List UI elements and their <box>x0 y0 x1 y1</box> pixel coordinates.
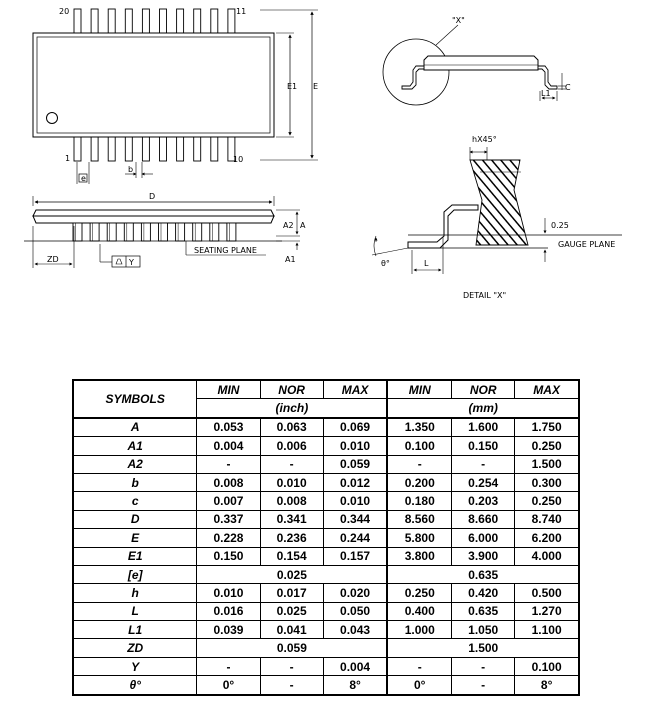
value-cell: 0.244 <box>323 529 387 547</box>
value-cell: 0.500 <box>515 584 579 602</box>
value-cell: 0.635 <box>387 565 579 583</box>
value-cell: 0.337 <box>197 510 260 528</box>
value-cell: 0.053 <box>197 418 260 437</box>
table-row <box>73 492 579 510</box>
side-view <box>24 192 306 268</box>
top-pin <box>74 9 81 33</box>
value-cell: 0.236 <box>260 529 323 547</box>
top-pin <box>177 9 184 33</box>
value-cell: 0.200 <box>387 473 451 491</box>
table-row <box>73 455 579 473</box>
value-cell: - <box>197 657 260 675</box>
dimension-table <box>72 379 580 696</box>
value-cell: - <box>260 676 323 695</box>
value-cell: 0.228 <box>197 529 260 547</box>
value-cell: 0.150 <box>452 437 515 455</box>
value-cell: 0.059 <box>323 455 387 473</box>
dim-l1-label: L1 <box>541 89 551 98</box>
column-header: MAX <box>515 380 579 399</box>
side-pin <box>141 223 150 241</box>
value-cell: 3.900 <box>452 547 515 565</box>
value-cell: 0.254 <box>452 473 515 491</box>
value-cell: 0.635 <box>452 602 515 620</box>
value-cell: 1.050 <box>452 621 515 639</box>
flatness-label: Y <box>129 258 134 267</box>
column-header: NOR <box>260 380 323 399</box>
pin-label-11: 11 <box>236 7 247 16</box>
value-cell: 0.007 <box>197 492 260 510</box>
value-cell: 0.012 <box>323 473 387 491</box>
value-cell: - <box>197 455 260 473</box>
value-cell: 0.050 <box>323 602 387 620</box>
value-cell: 0.010 <box>323 492 387 510</box>
side-pin <box>107 223 116 241</box>
detail-x-title: DETAIL "X" <box>463 291 507 300</box>
value-cell: - <box>260 455 323 473</box>
bottom-pin <box>91 137 98 161</box>
value-cell: 1.750 <box>515 418 579 437</box>
value-cell: 1.350 <box>387 418 451 437</box>
symbol-cell: L1 <box>73 621 197 639</box>
side-body-lower <box>33 216 274 223</box>
side-pin <box>210 223 219 241</box>
gauge-value: 0.25 <box>551 221 569 230</box>
value-cell: 0.004 <box>323 657 387 675</box>
value-cell: 0.008 <box>197 473 260 491</box>
value-cell: 6.000 <box>452 529 515 547</box>
symbol-cell: E1 <box>73 547 197 565</box>
value-cell: 1.600 <box>452 418 515 437</box>
detail-view <box>372 135 622 300</box>
dim-a-label: A <box>300 221 306 230</box>
value-cell: 8° <box>323 676 387 695</box>
table-row <box>73 602 579 620</box>
symbols-header: SYMBOLS <box>73 380 197 418</box>
table-row <box>73 529 579 547</box>
symbol-cell: L <box>73 602 197 620</box>
value-cell: 0.344 <box>323 510 387 528</box>
top-pin <box>160 9 167 33</box>
table-header-row <box>73 380 579 399</box>
value-cell: - <box>452 676 515 695</box>
value-cell: 0.420 <box>452 584 515 602</box>
value-cell: - <box>260 657 323 675</box>
package-body-top <box>33 33 274 137</box>
value-cell: 0.069 <box>323 418 387 437</box>
value-cell: 0.041 <box>260 621 323 639</box>
top-pin <box>125 9 132 33</box>
dim-a1-label: A1 <box>285 255 296 264</box>
side-pin <box>124 223 133 241</box>
symbol-cell: D <box>73 510 197 528</box>
value-cell: 0.059 <box>197 639 388 657</box>
value-cell: 5.800 <box>387 529 451 547</box>
symbol-cell: Y <box>73 657 197 675</box>
top-pins-lower <box>74 137 235 161</box>
value-cell: 0.010 <box>197 584 260 602</box>
value-cell: 6.200 <box>515 529 579 547</box>
value-cell: 3.800 <box>387 547 451 565</box>
value-cell: 1.270 <box>515 602 579 620</box>
unit-inch: (inch) <box>197 399 388 418</box>
symbol-cell: E <box>73 529 197 547</box>
value-cell: 0.006 <box>260 437 323 455</box>
bottom-pin <box>160 137 167 161</box>
detail-x-ref: "X" <box>452 16 465 25</box>
value-cell: - <box>387 657 451 675</box>
table-row <box>73 639 579 657</box>
side-pin <box>73 223 82 241</box>
column-header: MIN <box>387 380 451 399</box>
top-pin <box>91 9 98 33</box>
value-cell: 0.250 <box>387 584 451 602</box>
value-cell: 0.025 <box>260 602 323 620</box>
bottom-pin <box>108 137 115 161</box>
bottom-pin <box>194 137 201 161</box>
end-lead-right <box>538 66 557 89</box>
table-row <box>73 676 579 695</box>
dim-e-label: E <box>313 82 319 91</box>
table-row <box>73 547 579 565</box>
value-cell: 0.010 <box>260 473 323 491</box>
bottom-pin <box>177 137 184 161</box>
end-lead-left <box>402 66 424 89</box>
value-cell: 0.157 <box>323 547 387 565</box>
value-cell: 0.008 <box>260 492 323 510</box>
value-cell: 1.500 <box>515 455 579 473</box>
value-cell: 0.250 <box>515 492 579 510</box>
chamfer-label: hX45° <box>472 135 497 144</box>
value-cell: 0.004 <box>197 437 260 455</box>
table-row <box>73 657 579 675</box>
dim-a2-label: A2 <box>283 221 294 230</box>
side-pin <box>90 223 99 241</box>
value-cell: - <box>387 455 451 473</box>
dim-e-pitch-label: e <box>81 174 86 183</box>
seating-plane-label: SEATING PLANE <box>194 246 257 255</box>
value-cell: 0.043 <box>323 621 387 639</box>
symbol-cell: A <box>73 418 197 437</box>
value-cell: 0° <box>387 676 451 695</box>
gauge-plane-label: GAUGE PLANE <box>558 240 616 249</box>
value-cell: - <box>452 657 515 675</box>
value-cell: 0.016 <box>197 602 260 620</box>
symbol-cell: c <box>73 492 197 510</box>
dim-l-label: L <box>424 259 429 268</box>
value-cell: - <box>452 455 515 473</box>
top-pin <box>194 9 201 33</box>
table-row <box>73 621 579 639</box>
symbol-cell: [e] <box>73 565 197 583</box>
side-pin <box>159 223 168 241</box>
table-row <box>73 473 579 491</box>
table-row <box>73 437 579 455</box>
pin-label-1: 1 <box>65 154 71 163</box>
value-cell: 0.063 <box>260 418 323 437</box>
table-row <box>73 510 579 528</box>
column-header: NOR <box>452 380 515 399</box>
value-cell: 0.039 <box>197 621 260 639</box>
value-cell: 1.000 <box>387 621 451 639</box>
side-pins <box>73 223 236 241</box>
value-cell: 0.100 <box>387 437 451 455</box>
table-row <box>73 584 579 602</box>
side-pin <box>227 223 236 241</box>
value-cell: 1.100 <box>515 621 579 639</box>
symbol-cell: θ° <box>73 676 197 695</box>
column-header: MAX <box>323 380 387 399</box>
table-row <box>73 565 579 583</box>
value-cell: 8.740 <box>515 510 579 528</box>
symbol-cell: b <box>73 473 197 491</box>
bottom-pin <box>74 137 81 161</box>
value-cell: 0.017 <box>260 584 323 602</box>
symbol-cell: A1 <box>73 437 197 455</box>
dim-d-label: D <box>149 192 156 201</box>
value-cell: 0° <box>197 676 260 695</box>
value-cell: 0.010 <box>323 437 387 455</box>
value-cell: 8.560 <box>387 510 451 528</box>
top-pin <box>228 9 235 33</box>
value-cell: 8.660 <box>452 510 515 528</box>
end-view <box>383 16 571 105</box>
dim-zd-label: ZD <box>47 255 59 264</box>
end-body <box>424 56 538 70</box>
dim-c-label: C <box>565 83 571 92</box>
top-view <box>33 7 318 184</box>
value-cell: 0.154 <box>260 547 323 565</box>
unit-mm: (mm) <box>387 399 579 418</box>
side-body-upper <box>33 210 274 216</box>
value-cell: 0.025 <box>197 565 388 583</box>
bottom-pin <box>125 137 132 161</box>
value-cell: 8° <box>515 676 579 695</box>
symbol-cell: h <box>73 584 197 602</box>
value-cell: 1.500 <box>387 639 579 657</box>
top-pin <box>211 9 218 33</box>
top-pin <box>108 9 115 33</box>
value-cell: 4.000 <box>515 547 579 565</box>
value-cell: 0.300 <box>515 473 579 491</box>
dim-e1-label: E1 <box>287 82 298 91</box>
symbol-cell: ZD <box>73 639 197 657</box>
bottom-pin <box>142 137 149 161</box>
value-cell: 0.250 <box>515 437 579 455</box>
value-cell: 0.100 <box>515 657 579 675</box>
value-cell: 0.180 <box>387 492 451 510</box>
pin-label-10: 10 <box>233 155 244 164</box>
side-pin <box>193 223 202 241</box>
top-pins-upper <box>74 9 235 33</box>
side-pin <box>176 223 185 241</box>
value-cell: 0.203 <box>452 492 515 510</box>
value-cell: 0.400 <box>387 602 451 620</box>
value-cell: 0.341 <box>260 510 323 528</box>
value-cell: 0.150 <box>197 547 260 565</box>
body-section-hatched <box>470 160 528 245</box>
angle-label: θ° <box>381 259 390 268</box>
column-header: MIN <box>197 380 260 399</box>
pin-label-20: 20 <box>59 7 70 16</box>
symbol-cell: A2 <box>73 455 197 473</box>
bottom-pin <box>211 137 218 161</box>
value-cell: 0.020 <box>323 584 387 602</box>
dim-b-label: b <box>128 165 134 174</box>
table-row <box>73 418 579 437</box>
top-pin <box>142 9 149 33</box>
